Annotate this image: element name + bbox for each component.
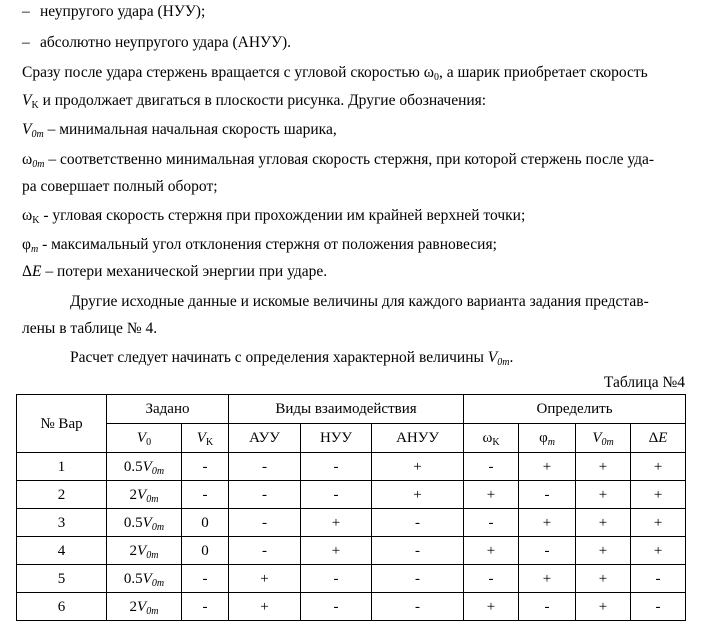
cell-de: + xyxy=(631,453,686,481)
subscript xyxy=(152,522,164,533)
cell-auu: - xyxy=(229,537,301,565)
table-row xyxy=(17,565,686,593)
symbol: V xyxy=(137,542,147,559)
cell-v0 xyxy=(107,565,182,593)
table-caption: Таблица №4 xyxy=(603,374,685,391)
cell-anuu: - xyxy=(372,509,464,537)
subscript xyxy=(497,357,509,368)
text: лены в таблице № 4. xyxy=(22,320,158,337)
symbol: V xyxy=(142,570,152,587)
symbol: V xyxy=(22,92,32,109)
dash: – xyxy=(22,34,30,51)
symbol: ω xyxy=(22,207,33,224)
cell-anuu: - xyxy=(372,593,464,621)
header-delta-e xyxy=(631,424,686,453)
text: – соответственно минимальная угловая скорость стержня, при которой стержень после уда- xyxy=(44,151,655,168)
subscript: K xyxy=(205,437,214,448)
subscript-text: 0m xyxy=(601,437,614,448)
cell-nuu: + xyxy=(301,537,372,565)
text: и продолжает двигаться в плоскости рисунка. Другие обозначения: xyxy=(38,92,487,109)
table-row xyxy=(17,509,686,537)
subscript-text: 0m xyxy=(151,521,165,533)
cell-variant: 4 xyxy=(17,537,107,565)
subscript-text: 0m xyxy=(32,159,45,170)
cell-anuu: - xyxy=(372,565,464,593)
list-item-text: неупругого удара (НУУ); xyxy=(40,3,206,20)
subscript-text: 0m xyxy=(146,605,159,617)
calc-start-line xyxy=(70,348,513,368)
subscript: K xyxy=(31,100,39,111)
coefficient: 2 xyxy=(129,486,138,503)
text: Сразу после удара стержень вращается с угловой скоростью ω xyxy=(22,64,434,81)
table-row xyxy=(17,481,686,509)
header-determine: Определить xyxy=(464,395,686,424)
header-interaction-types: Виды взаимодействия xyxy=(229,395,464,424)
cell-anuu: - xyxy=(372,537,464,565)
w0m-definition-cont xyxy=(22,177,218,197)
subscript: 0 xyxy=(433,72,439,83)
subscript xyxy=(152,466,164,477)
header-wk xyxy=(464,424,519,453)
cell-variant: 2 xyxy=(17,481,107,509)
text: - угловая скорость стержня при прохождении им крайней верхней точки; xyxy=(39,207,526,224)
cell-phim: - xyxy=(519,593,576,621)
cell-v0m: + xyxy=(576,509,631,537)
cell-v0m: + xyxy=(576,453,631,481)
cell-v0 xyxy=(107,537,182,565)
cell-variant: 6 xyxy=(17,593,107,621)
dash: – xyxy=(22,3,30,20)
cell-de: + xyxy=(631,509,686,537)
text: – минимальная начальная скорость шарика, xyxy=(43,121,337,138)
cell-vk: - xyxy=(182,453,229,481)
subscript xyxy=(32,159,44,170)
cell-variant: 1 xyxy=(17,453,107,481)
cell-anuu: + xyxy=(372,453,464,481)
symbol: V xyxy=(22,121,32,138)
symbol: V xyxy=(142,458,152,475)
w0m-definition xyxy=(22,150,654,170)
cell-wk: + xyxy=(464,481,519,509)
cell-wk: + xyxy=(464,593,519,621)
delta: Δ xyxy=(648,430,659,446)
text: Другие исходные данные и искомые величины для каждого варианта задания представ- xyxy=(70,293,649,310)
cell-nuu: - xyxy=(301,593,372,621)
cell-anuu: + xyxy=(372,481,464,509)
table-row xyxy=(17,453,686,481)
header-v0m xyxy=(576,424,631,453)
symbol: V xyxy=(592,430,602,446)
text: ра совершает полный оборот; xyxy=(22,178,218,195)
list-item-anuu xyxy=(22,33,291,53)
header-nuu: НУУ xyxy=(301,424,372,453)
symbol: ω xyxy=(22,151,33,168)
list-item-text: абсолютно неупругого удара (АНУУ). xyxy=(40,34,292,51)
cell-v0 xyxy=(107,593,182,621)
subscript: K xyxy=(492,437,500,448)
cell-wk: - xyxy=(464,453,519,481)
variants-table xyxy=(16,394,686,621)
subscript-text: 0m xyxy=(146,493,159,505)
cell-auu: - xyxy=(229,453,301,481)
cell-vk: 0 xyxy=(182,509,229,537)
subscript xyxy=(31,129,43,140)
header-vk xyxy=(182,424,229,453)
subscript-text: 0m xyxy=(151,577,165,589)
table-row xyxy=(17,537,686,565)
wk-definition xyxy=(22,206,525,226)
cell-wk: - xyxy=(464,565,519,593)
cell-vk: - xyxy=(182,565,229,593)
symbol: V xyxy=(137,486,147,503)
cell-phim: + xyxy=(519,509,576,537)
cell-variant: 3 xyxy=(17,509,107,537)
coefficient: 0.5 xyxy=(123,570,143,587)
subscript-text: 0m xyxy=(151,465,165,477)
table-header-row-columns xyxy=(17,424,686,453)
cell-auu: + xyxy=(229,593,301,621)
cell-phim: - xyxy=(519,481,576,509)
text: - максимальный угол отклонения стержня от положения равновесия; xyxy=(38,236,497,253)
cell-de: - xyxy=(631,565,686,593)
table-row xyxy=(17,593,686,621)
cell-de: + xyxy=(631,481,686,509)
cell-wk: + xyxy=(464,537,519,565)
cell-vk: - xyxy=(182,481,229,509)
cell-vk: - xyxy=(182,593,229,621)
coefficient: 0.5 xyxy=(123,458,143,475)
subscript xyxy=(146,550,158,561)
subscript-text: 0m xyxy=(31,129,44,140)
subscript-text: m xyxy=(30,244,39,255)
table-body xyxy=(17,453,686,621)
cell-nuu: - xyxy=(301,481,372,509)
cell-v0m: + xyxy=(576,481,631,509)
cell-wk: - xyxy=(464,509,519,537)
text: Расчет следует начинать с определения характерной величины xyxy=(70,349,488,366)
symbol: V xyxy=(136,430,147,446)
text: . xyxy=(509,349,514,366)
cell-v0m: + xyxy=(576,565,631,593)
text: , а шарик приобретает скорость xyxy=(438,64,648,81)
phim-definition xyxy=(22,235,497,255)
coefficient: 2 xyxy=(129,598,138,615)
header-auu: АУУ xyxy=(229,424,301,453)
v0m-definition xyxy=(22,120,337,140)
list-item-nuu xyxy=(22,2,205,22)
cell-v0 xyxy=(107,509,182,537)
cell-phim: - xyxy=(519,537,576,565)
cell-v0m: + xyxy=(576,593,631,621)
subscript xyxy=(146,606,158,617)
cell-phim: + xyxy=(519,453,576,481)
cell-v0 xyxy=(107,481,182,509)
header-anuu: АНУУ xyxy=(372,424,464,453)
subscript xyxy=(152,578,164,589)
header-phim xyxy=(519,424,576,453)
other-data-cont xyxy=(22,319,157,339)
subscript-text: 0m xyxy=(497,357,510,368)
text: – потери механической энергии при ударе. xyxy=(41,263,328,280)
cell-phim: + xyxy=(519,565,576,593)
subscript xyxy=(548,437,555,448)
cell-nuu: + xyxy=(301,509,372,537)
subscript: K xyxy=(32,215,40,226)
symbol: E xyxy=(31,263,42,280)
header-variant: № Вар xyxy=(17,395,107,453)
de-definition xyxy=(22,262,327,282)
header-given: Задано xyxy=(107,395,229,424)
symbol: ω xyxy=(482,430,493,446)
symbol: V xyxy=(142,514,152,531)
after-impact-line xyxy=(22,63,648,83)
cell-v0 xyxy=(107,453,182,481)
cell-auu: - xyxy=(229,509,301,537)
vk-line xyxy=(22,91,486,111)
cell-nuu: - xyxy=(301,453,372,481)
other-data-line xyxy=(70,292,649,312)
symbol: V xyxy=(487,349,498,366)
coefficient: 0.5 xyxy=(123,514,143,531)
symbol: E xyxy=(658,430,668,446)
cell-auu: - xyxy=(229,481,301,509)
cell-vk: 0 xyxy=(182,537,229,565)
cell-variant: 5 xyxy=(17,565,107,593)
coefficient: 2 xyxy=(129,542,138,559)
header-v0 xyxy=(107,424,182,453)
subscript-text: 0m xyxy=(146,549,159,561)
subscript: 0 xyxy=(146,437,152,448)
cell-de: - xyxy=(631,593,686,621)
table-header-row-groups xyxy=(17,395,686,424)
cell-v0m: + xyxy=(576,537,631,565)
symbol: φ xyxy=(539,430,548,446)
symbol: V xyxy=(196,430,206,446)
cell-nuu: - xyxy=(301,565,372,593)
delta: Δ xyxy=(22,263,32,280)
subscript-text: m xyxy=(547,437,555,448)
cell-de: + xyxy=(631,537,686,565)
symbol: V xyxy=(137,598,147,615)
cell-auu: + xyxy=(229,565,301,593)
subscript xyxy=(146,494,158,505)
subscript xyxy=(602,437,614,448)
symbol: φ xyxy=(22,236,31,253)
